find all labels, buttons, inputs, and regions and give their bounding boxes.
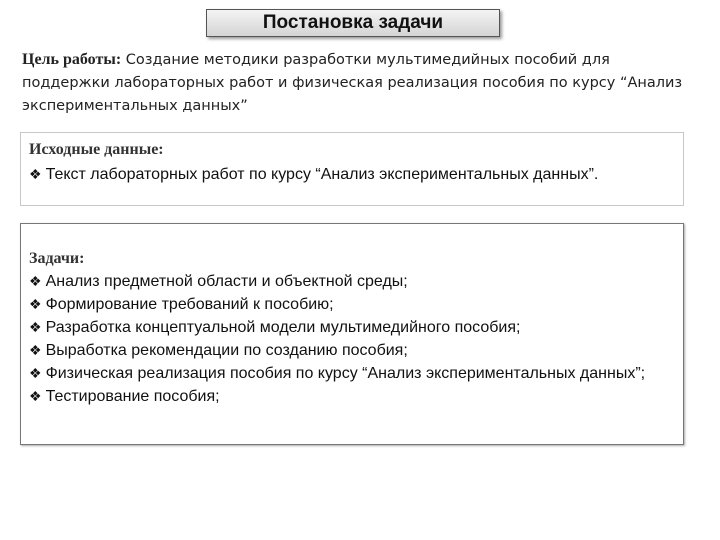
tasks-header: Задачи:: [29, 250, 85, 267]
task-item: [29, 293, 675, 316]
diamond-bullet-icon: ❖: [29, 365, 42, 381]
source-data-header: Исходные данные:: [29, 141, 164, 158]
goal-label: Цель работы:: [22, 51, 122, 68]
task-item: [29, 270, 675, 293]
task-item-text: Анализ предметной области и объектной среды;: [45, 273, 408, 290]
task-item-text: Формирование требований к пособию;: [45, 296, 334, 313]
goal-text: Создание методики разработки мультимедийных пособий для поддержки лабораторных работ и физическая реализация пособия по курсу “Анализ экспериментальных данных”: [22, 52, 683, 114]
task-item: [29, 385, 675, 408]
source-data-box: [20, 132, 684, 206]
task-item-text: Тестирование пособия;: [45, 388, 220, 405]
diamond-bullet-icon: ❖: [29, 342, 42, 358]
goal-paragraph: [22, 48, 692, 118]
task-item-text: Физическая реализация пособия по курсу “Анализ экспериментальных данных”;: [45, 365, 646, 382]
source-item: [29, 163, 675, 186]
tasks-box: [20, 223, 684, 445]
diamond-bullet-icon: ❖: [29, 388, 42, 404]
task-item-text: Выработка рекомендации по созданию пособия;: [45, 342, 408, 359]
diamond-bullet-icon: ❖: [29, 319, 42, 335]
task-item: [29, 362, 675, 385]
source-item-text: Текст лабораторных работ по курсу “Анализ экспериментальных данных”.: [45, 166, 599, 183]
task-item-text: Разработка концептуальной модели мультимедийного пособия;: [45, 319, 521, 336]
task-item: [29, 339, 675, 362]
task-item: [29, 316, 675, 339]
diamond-bullet-icon: ❖: [29, 296, 42, 312]
diamond-bullet-icon: ❖: [29, 166, 42, 182]
page-title: Постановка задачи: [206, 9, 500, 37]
diamond-bullet-icon: ❖: [29, 273, 42, 289]
